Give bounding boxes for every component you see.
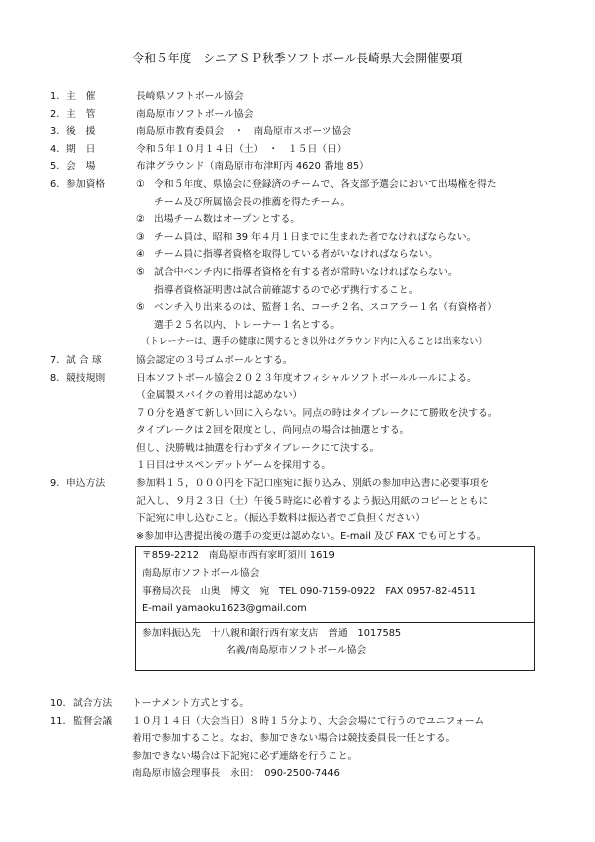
contact-person: 事務局次長 山奥 博文 宛 TEL 090-7159-0922 FAX 0957-82-4511 bbox=[142, 585, 476, 597]
section-text: トーナメント方式とする。 bbox=[132, 698, 250, 709]
section-number: 4. bbox=[50, 143, 60, 155]
list-item bbox=[136, 264, 555, 299]
section-text: 記入し、９月２３日（土）午後５時迄に必着するよう振込用紙のコピーとともに bbox=[136, 495, 489, 507]
section-text: 日本ソフトボール協会２０２３年度オフィシャルソフトボールルールによる。 bbox=[136, 372, 477, 384]
section-number: 8. bbox=[50, 372, 60, 384]
section-text: 参加できない場合は下記宛に必ず連絡を行うこと。 bbox=[132, 750, 358, 762]
section-format bbox=[50, 695, 555, 713]
section-text: 下記宛に申し込むこと。（振込手数料は振込者でご負担ください） bbox=[136, 513, 426, 525]
section-text: ※参加申込書提出後の選手の変更は認めない。E-mail 及び FAX でも可とする。 bbox=[136, 530, 487, 542]
section-heading: 試 合 球 bbox=[66, 354, 102, 366]
postal-address: 〒859-2212 南島原市西有家町須川 1619 bbox=[142, 550, 335, 562]
section-heading: 主 管 bbox=[66, 108, 96, 120]
section-text: 長崎県ソフトボール協会 bbox=[136, 91, 244, 102]
section-heading: 監督会議 bbox=[73, 715, 113, 727]
section-heading: 試合方法 bbox=[73, 698, 113, 709]
section-heading: 後 援 bbox=[66, 126, 96, 138]
item-marker: ① bbox=[136, 178, 145, 190]
section-managers-meeting bbox=[50, 713, 555, 783]
section-number: 7. bbox=[50, 354, 60, 366]
section-text: 協会認定の３号ゴムボールとする。 bbox=[136, 354, 293, 366]
section-text: 南島原市ソフトボール協会 bbox=[136, 108, 254, 120]
section-eligibility bbox=[50, 176, 555, 352]
section-text: タイブレークは２回を限度とし、尚同点の場合は抽選とする。 bbox=[136, 425, 410, 437]
list-item bbox=[136, 211, 555, 229]
item-marker: ⑤ bbox=[136, 266, 145, 278]
section-text: １日目はサスペンデットゲームを採用する。 bbox=[136, 460, 332, 472]
section-text: 但し、決勝戦は抽選を行わずタイブレークにて決する。 bbox=[136, 442, 380, 454]
list-item bbox=[136, 229, 555, 247]
section-heading: 参加資格 bbox=[66, 178, 106, 190]
section-number: 1. bbox=[50, 91, 60, 102]
item-text: 試合中ベンチ内に指導者資格を有する者が常時いなければならない。 bbox=[154, 266, 458, 278]
section-heading: 主 催 bbox=[66, 91, 96, 102]
item-marker: ③ bbox=[136, 231, 145, 243]
section-heading: 申込方法 bbox=[66, 478, 106, 490]
document-body bbox=[50, 88, 555, 783]
section-organizer bbox=[50, 88, 555, 106]
section-text: 着用で参加すること。なお、参加できない場合は競技委員長一任とする。 bbox=[132, 733, 456, 745]
section-heading: 競技規則 bbox=[66, 372, 106, 384]
section-ball bbox=[50, 352, 555, 370]
organization-name: 南島原市ソフトボール協会 bbox=[142, 568, 260, 580]
item-text: 選手２５名以内、トレーナー１名とする。 bbox=[154, 319, 341, 331]
section-rules bbox=[50, 370, 555, 476]
section-application bbox=[50, 475, 555, 671]
section-text: 布津グラウンド（南島原市布津町丙 4620 番地 85） bbox=[136, 161, 369, 173]
section-text: 南島原市教育委員会 ・ 南島原市スポーツ協会 bbox=[136, 126, 352, 138]
trainer-note: （トレーナーは、選手の健康に関するとき以外はグラウンド内に入ることは出来ない） bbox=[141, 337, 488, 348]
contact-address-block bbox=[136, 547, 534, 622]
item-text: 指導者資格証明書は試合前確認するので必ず携行すること。 bbox=[154, 284, 419, 296]
section-text: 参加料１５，０００円を下記口座宛に振り込み、別紙の参加申込書に必要事項を bbox=[136, 478, 490, 490]
section-number: 9. bbox=[50, 478, 60, 490]
item-text: ベンチ入り出来るのは、監督１名、コーチ２名、スコアラー１名（有資格者） bbox=[154, 302, 497, 314]
account-holder: 名義/南島原市ソフトボール協会 bbox=[226, 645, 367, 657]
bank-account: 参加料振込先 十八親和銀行西有家支店 普通 1017585 bbox=[142, 627, 402, 639]
contact-box bbox=[135, 546, 535, 671]
section-venue bbox=[50, 158, 555, 176]
section-text: （金属製スパイクの着用は認めない） bbox=[136, 390, 303, 402]
item-text: チーム員は、昭和 39 年４月１日までに生まれた者でなければならない。 bbox=[154, 231, 477, 243]
list-item bbox=[136, 299, 555, 334]
item-marker: ② bbox=[136, 214, 145, 226]
section-number: 11. bbox=[50, 715, 66, 727]
section-heading: 期 日 bbox=[66, 143, 96, 155]
section-number: 2. bbox=[50, 108, 60, 120]
contact-email: E-mail yamaoku1623@gmail.com bbox=[142, 603, 307, 615]
section-text: ７０分を過ぎて新しい回に入らない。同点の時はタイブレークにて勝敗を決する。 bbox=[136, 407, 498, 419]
item-text: 出場チーム数はオープンとする。 bbox=[154, 214, 301, 226]
item-marker: ⑤ bbox=[136, 302, 145, 314]
section-host bbox=[50, 106, 555, 124]
section-sponsor bbox=[50, 123, 555, 141]
section-number: 3. bbox=[50, 126, 60, 138]
section-text: 南島原市協会理事長 永田： 090-2500-7446 bbox=[132, 768, 340, 780]
list-item bbox=[136, 176, 555, 211]
section-number: 5. bbox=[50, 161, 60, 173]
section-text: １０月１４日（大会当日）８時１５分より、大会会場にて行うのでユニフォーム bbox=[132, 715, 485, 727]
section-text: 令和５年１０月１４日（土） ・ １５日（日） bbox=[136, 143, 347, 155]
section-date bbox=[50, 141, 555, 159]
item-text: 令和５年度、県協会に登録済のチームで、各支部予選会において出場権を得た bbox=[154, 178, 497, 190]
document-title: 令和５年度 シニアＳＰ秋季ソフトボール長崎県大会開催要項 bbox=[132, 51, 463, 65]
section-number: 10. bbox=[50, 698, 66, 709]
section-number: 6. bbox=[50, 178, 60, 190]
bank-transfer-block bbox=[136, 623, 534, 670]
item-text: チーム及び所属協会長の推薦を得たチーム。 bbox=[154, 196, 351, 208]
item-marker: ④ bbox=[136, 249, 145, 261]
item-text: チーム員に指導者資格を取得している者がいなければならない。 bbox=[154, 249, 439, 261]
list-item bbox=[136, 246, 555, 264]
section-heading: 会 場 bbox=[66, 161, 96, 173]
